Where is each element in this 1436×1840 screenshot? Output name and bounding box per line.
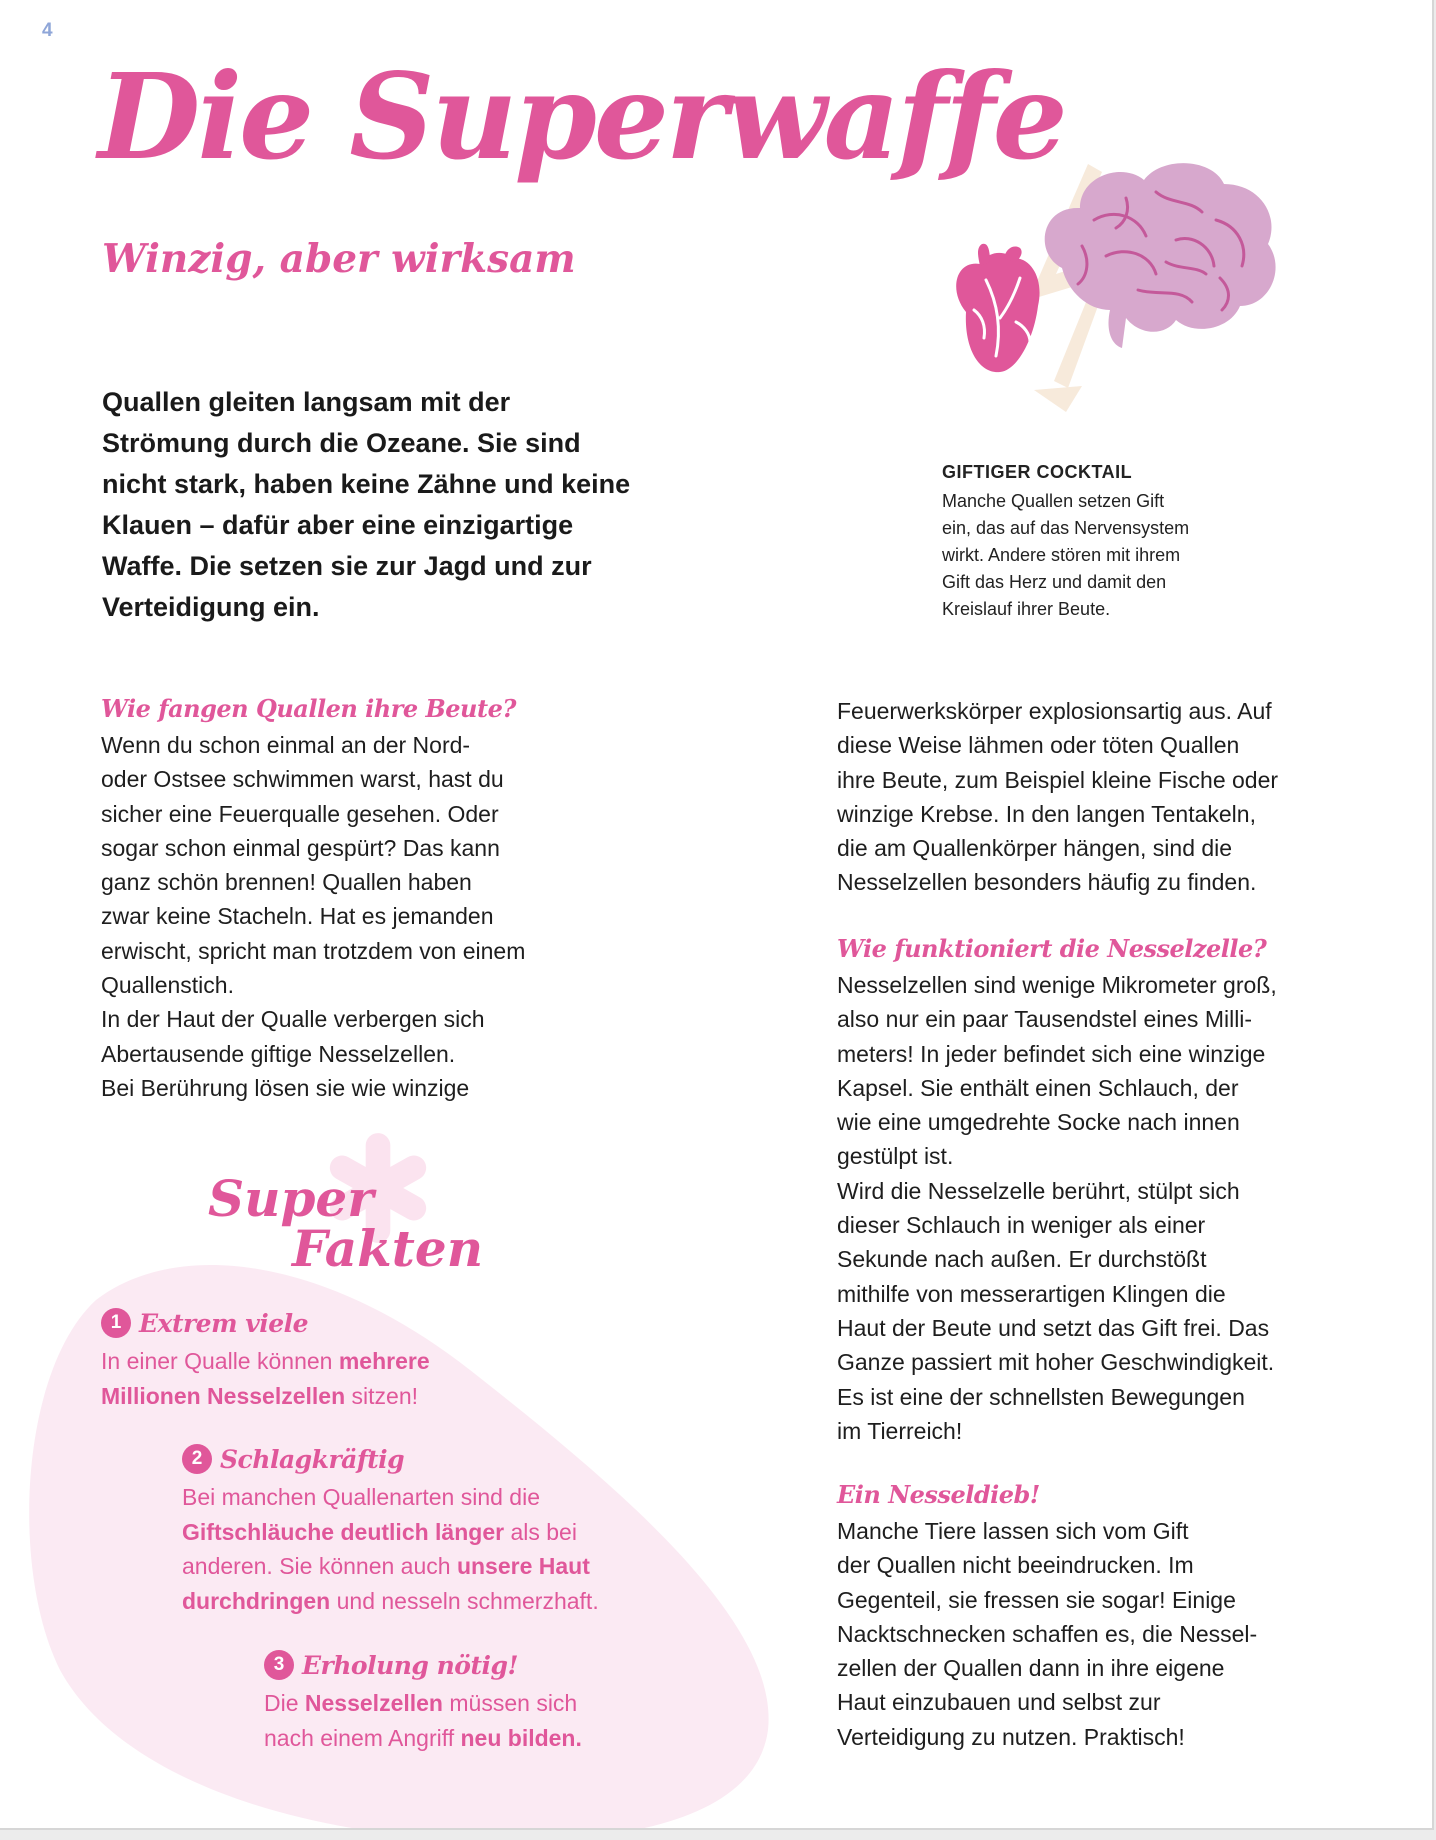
intro-paragraph [102,382,742,628]
section3-line: Gegenteil, sie fressen sie sogar! Einige [837,1586,1236,1613]
fact-number-badge: 3 [264,1650,294,1680]
section2-line: wie eine umgedrehte Socke nach innen [837,1109,1240,1136]
fact-2-title: Schlagkräftig [220,1444,405,1474]
section2-line: Sekunde nach außen. Er durchstößt [837,1246,1207,1273]
fact-text-regular: Die [264,1690,305,1716]
fact-text-bold: durchdringen [182,1587,331,1614]
section2-line: im Tierreich! [837,1417,963,1444]
intro-line: Waffe. Die setzen sie zur Jagd und zur [102,551,592,581]
caption-line: wirkt. Andere stören mit ihrem [942,545,1181,565]
section3-heading: Ein Nesseldieb! [837,1480,1040,1509]
heart-icon [956,244,1039,372]
section2-line: Es ist eine der schnellsten Bewegungen [837,1383,1245,1410]
intro-line: Strömung durch die Ozeane. Sie sind [102,428,581,458]
fact-text-bold: mehrere [338,1348,430,1374]
section1-line: oder Ostsee schwimmen warst, hast du [101,766,504,793]
section1-line: In der Haut der Qualle verbergen sich [101,1006,485,1033]
fact-text-regular: anderen. Sie können auch [182,1553,457,1579]
section1-continued-line: Nesselzellen besonders häufig zu finden. [837,869,1257,896]
section1-line: Wenn du schon einmal an der Nord- [101,732,471,758]
section1-continued-line: Feuerwerkskörper explosionsartig aus. Auf [837,698,1272,724]
fact-1-title: Extrem viele [139,1308,309,1338]
section1-line: erwischt, spricht man trotzdem von einem [101,937,526,964]
section1-line: ganz schön brennen! Quallen haben [101,869,472,896]
caption-line: ein, das auf das Nervensystem [942,518,1190,538]
fact-text-line [264,1686,582,1721]
section3-line: Haut einzubauen und selbst zur [837,1689,1161,1716]
section2-line: dieser Schlauch in weniger als einer [837,1212,1206,1239]
fact-text-bold: unsere Haut [456,1553,590,1579]
section3-body [837,1514,1257,1754]
fact-3-text [264,1686,582,1755]
fact-text-line [182,1480,599,1515]
section1-continued-line: diese Weise lähmen oder töten Quallen [837,732,1240,759]
section2-line: Kapsel. Sie enthält einen Schlauch, der [837,1074,1239,1101]
fact-text-line [101,1379,430,1414]
section2-line: also nur ein paar Tausendstel eines Milli- [837,1006,1253,1033]
fact-text-line [182,1584,599,1619]
fact-1-text [101,1344,430,1413]
caption-line: Gift das Herz und damit den [942,572,1167,592]
section3-line: Nacktschnecken schaffen es, die Nessel- [837,1620,1258,1647]
section1-line: Bei Berührung lösen sie wie winzige [101,1074,470,1101]
section1-continued-line: ihre Beute, zum Beispiel kleine Fische oder [837,766,1279,793]
superfakten-word-fakten: Fakten [292,1219,484,1278]
intro-line: Klauen – dafür aber eine einzigartige [102,510,574,540]
section1-body [101,728,525,1105]
section1-heading: Wie fangen Quallen ihre Beute? [101,694,516,723]
fact-2-text [182,1480,599,1618]
section3-line: Verteidigung zu nutzen. Praktisch! [837,1723,1185,1750]
fact-text-line [101,1344,430,1379]
fact-3-title: Erholung nötig! [302,1650,518,1680]
fact-text-line [182,1549,599,1584]
section1-line: sicher eine Feuerqualle gesehen. Oder [101,800,499,827]
section2-line: meters! In jeder befindet sich eine winzige [837,1040,1266,1067]
section2-line: gestülpt ist. [837,1143,954,1170]
section1-line: sogar schon einmal gespürt? Das kann [101,834,500,861]
fact-text-bold: Millionen Nesselzellen [101,1382,346,1409]
section1-line: Quallenstich. [101,972,234,999]
section1-continued-line: die am Quallenkörper hängen, sind die [837,835,1233,862]
intro-line: Verteidigung ein. [102,592,320,622]
fact-text-regular: In einer Qualle können [101,1348,339,1374]
caption-line: Kreislauf ihrer Beute. [942,599,1111,619]
section3-line: der Quallen nicht beeindrucken. Im [837,1552,1194,1579]
section2-line: mithilfe von messerartigen Klingen die [837,1280,1226,1307]
section2-line: Wird die Nesselzelle berührt, stülpt sich [837,1177,1240,1204]
page-subtitle: Winzig, aber wirksam [102,236,576,282]
section2-line: Haut der Beute und setzt das Gift frei. Das [837,1314,1270,1341]
fact-text-regular: als bei [504,1518,577,1545]
fact-text-bold: Giftschläuche deutlich länger [182,1518,505,1545]
fact-number-badge: 2 [182,1444,212,1474]
fact-text-line [182,1515,599,1550]
section2-body [837,968,1277,1448]
caption-body [942,488,1189,623]
caption-line: Manche Quallen setzen Gift [942,491,1165,511]
fact-text-bold: neu bilden. [460,1724,582,1751]
heart-brain-illustration [930,150,1290,440]
section2-line: Nesselzellen sind wenige Mikrometer groß, [837,972,1277,998]
intro-line: Quallen gleiten langsam mit der [102,387,511,417]
section1-continued-line: winzige Krebse. In den langen Tentakeln, [837,800,1256,827]
intro-line: nicht stark, haben keine Zähne und keine [102,469,631,499]
superfakten-word-super: Super [208,1169,374,1228]
page-number: 4 [42,20,53,41]
section1-continued-body [837,694,1278,900]
fact-2-header [182,1444,404,1474]
fact-text-regular: müssen sich [443,1690,578,1716]
section1-line: Abertausende giftige Nesselzellen. [101,1040,456,1067]
section3-line: zellen der Quallen dann in ihre eigene [837,1655,1225,1682]
fact-1-header [101,1308,308,1338]
fact-text-regular: sitzen! [345,1382,419,1409]
fact-text-regular: nach einem Angriff [264,1724,461,1751]
page-title: Die Superwaffe [98,47,1065,186]
section2-heading: Wie funktioniert die Nesselzelle? [837,934,1267,963]
caption-title: GIFTIGER COCKTAIL [942,462,1133,482]
fact-3-header [264,1650,518,1680]
section1-line: zwar keine Stacheln. Hat es jemanden [101,903,494,930]
fact-text-regular: und nesseln schmerzhaft. [330,1587,599,1614]
section3-line: Manche Tiere lassen sich vom Gift [837,1518,1189,1544]
section2-line: Ganze passiert mit hoher Geschwindigkeit. [837,1349,1275,1376]
fact-text-line [264,1721,582,1756]
fact-text-bold: Nesselzellen [304,1690,443,1716]
fact-number-badge: 1 [101,1308,131,1338]
fact-text-regular: Bei manchen Quallenarten sind die [182,1484,541,1510]
